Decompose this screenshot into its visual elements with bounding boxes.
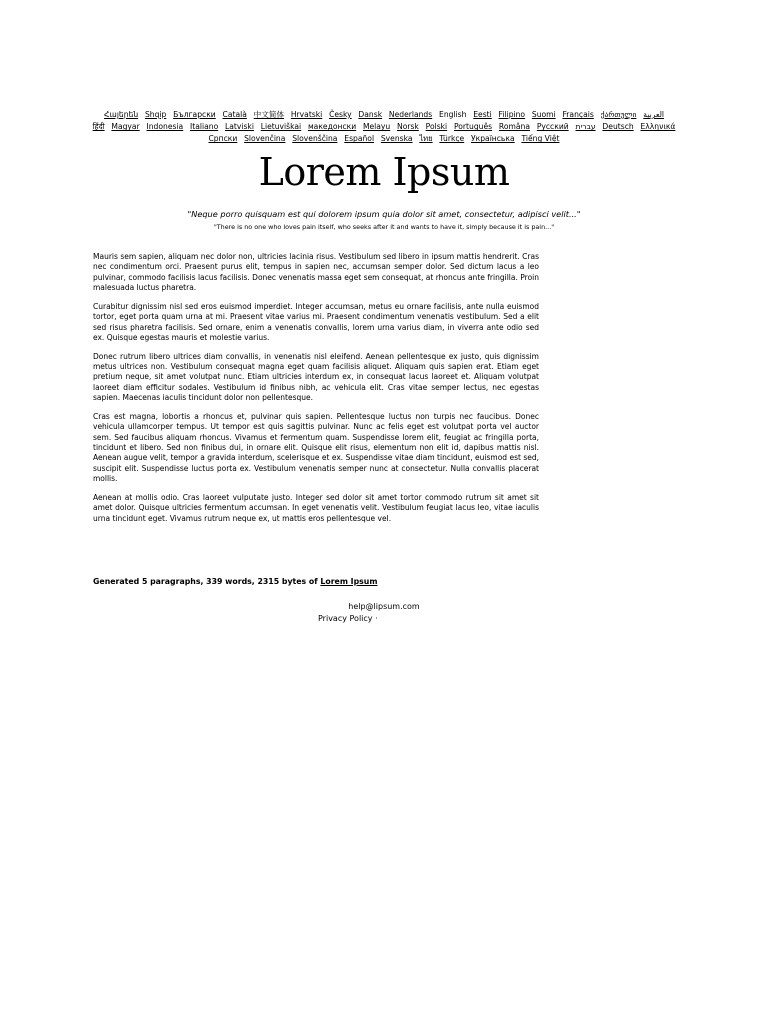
language-link[interactable]: Magyar (111, 122, 140, 132)
lipsum-text (93, 252, 539, 532)
paragraph: Donec rutrum libero ultrices diam convallis, in venenatis nisl eleifend. Aenean pellentesque ex justo, quis dignissim metus ultrices non. Vestibulum consequat magna eget quam facilisis aliquet. Aliquam quis sapien erat. Etiam eget pretium neque, sit amet volutpat nunc. Etiam ultricies interdum ex, in consequat lacus laoreet et. Aliquam volutpat laoreet diam efficitur sodales. Vestibulum id finibus nibh, ac vehicula elit. Cras vitae semper lectus, nec egestas sapien. Maecenas iaculis tincidunt dolor non pellentesque. (93, 351, 539, 403)
language-link[interactable]: ქართული (600, 110, 637, 119)
language-link[interactable]: Shqip (144, 110, 167, 119)
language-link: English (439, 110, 467, 119)
lorem-ipsum-link[interactable]: Lorem Ipsum (320, 577, 378, 586)
paragraph: Cras est magna, lobortis a rhoncus et, pulvinar quis sapien. Pellentesque luctus non turpis nec faucibus. Donec vehicula ullamcorper tempus. Ut tempor est quis sagittis pulvinar. Nunc ac felis eget est volutpat porta vel auctor sem. Sed faucibus aliquam rhoncus. Vivamus et fermentum quam. Suspendisse lorem elit, feugiat ac fringilla porta, tincidunt et libero. Sed non finibus dui, in ornare elit. Quisque elit risus, elementum non elit id, dapibus mattis nisl. Aenean augue velit, tempor a gravida interdum, scelerisque et ex. Suspendisse vitae diam tincidunt, euismod est sed, suscipit elit. Suspendisse luctus porta ex. Vestibulum venenatis semper nunc at consectetur. Nulla convallis placerat mollis. (93, 411, 539, 484)
language-link[interactable]: Català (222, 110, 247, 119)
language-link[interactable]: Polski (425, 122, 448, 132)
language-link[interactable]: Norsk (397, 122, 419, 132)
language-link[interactable]: Deutsch (602, 122, 634, 132)
language-link[interactable]: Српски (208, 134, 238, 144)
language-link[interactable]: Türkçe (439, 134, 465, 144)
language-link[interactable]: Melayu (362, 122, 391, 132)
language-link[interactable]: Italiano (190, 122, 219, 132)
paragraph: Mauris sem sapien, aliquam nec dolor non, ultricies lacinia risus. Vestibulum sed libero in ipsum mattis hendrerit. Cras nec condimentum orci. Praesent purus elit, tempus in sapien nec, accumsan semper dolor. Sed dictum lacus a leo pulvinar, commodo facilisis lacus facilisis. Donec venenatis massa eget sem consequat, at rhoncus ante fringilla. Proin malesuada luctus pharetra. (93, 252, 539, 293)
language-link[interactable]: Latviski (225, 122, 254, 132)
language-link[interactable]: Dansk (358, 110, 383, 119)
language-link[interactable]: Հայերեն (103, 110, 139, 119)
language-link[interactable]: Português (453, 122, 493, 132)
language-link[interactable]: Svenska (380, 134, 413, 144)
generated-text: Generated 5 paragraphs, 339 words, 2315 bytes of (93, 577, 321, 586)
language-link[interactable]: Suomi (531, 110, 556, 119)
english-quote: "There is no one who loves pain itself, who seeks after it and wants to have it, simply because it is pain..." (213, 223, 555, 231)
language-link[interactable]: ‫עברית (575, 122, 596, 132)
language-link[interactable]: Româna (498, 122, 531, 132)
language-link[interactable]: Slovenčina (244, 134, 286, 144)
contact-email[interactable]: help@lipsum.com (348, 602, 420, 611)
language-link[interactable]: Español (344, 134, 375, 144)
language-link[interactable]: Pyccкий (536, 122, 569, 132)
language-links (88, 109, 680, 146)
paragraph: Curabitur dignissim nisl sed eros euismod imperdiet. Integer accumsan, metus eu ornare facilisis, ante nulla euismod tortor, eget porta quam urna at mi. Praesent vitae varius mi. Praesent condimentum venenatis vestibulum. Sed a elit sed risus pharetra facilisis. Sed ornare, enim a venenatis convallis, lorem urna varius diam, in viverra ante odio sed ex. Quisque egestas mauris et molestie varius. (93, 301, 539, 343)
language-link[interactable]: Eesti (473, 110, 492, 119)
language-link[interactable]: македонски (307, 122, 357, 132)
language-link[interactable]: ไทย (419, 134, 433, 144)
language-link[interactable]: Slovenščina (292, 134, 338, 144)
language-link[interactable]: Filipino (498, 110, 526, 119)
paragraph: Aenean at mollis odio. Cras laoreet vulputate justo. Integer sed dolor sit amet tortor commodo rutrum sit amet sit amet dolor. Quisque ultricies fermentum accumsan. In eget venenatis velit. Vestibulum feugiat lacus leo, vitae iaculis urna tincidunt eget. Vivamus rutrum neque ex, ut mattis eros pellentesque vel. (93, 492, 539, 523)
language-link[interactable]: Українська (471, 134, 515, 144)
language-link[interactable]: Česky (329, 110, 352, 119)
language-link[interactable]: Français (562, 110, 594, 119)
generated-summary (93, 576, 539, 588)
language-link[interactable]: Indonesia (146, 122, 184, 132)
language-link[interactable]: Nederlands (388, 110, 433, 119)
language-link[interactable]: Lietuviškai (260, 122, 302, 132)
language-link[interactable]: Български (173, 110, 216, 119)
privacy-policy-link[interactable]: Privacy Policy · (318, 614, 378, 623)
language-link[interactable]: Hrvatski (290, 110, 323, 119)
page-title: Lorem Ipsum (258, 150, 510, 194)
language-link[interactable]: Tiếng Việt (521, 134, 560, 144)
language-link[interactable]: ‫العربية (643, 110, 665, 119)
language-link[interactable]: Ελληνικά (640, 122, 676, 132)
latin-quote: "Neque porro quisquam est qui dolorem ipsum quia dolor sit amet, consectetur, adipisci velit..." (187, 209, 581, 219)
language-link[interactable]: हिंदी (92, 122, 105, 132)
language-link[interactable]: 中文简体 (253, 110, 285, 119)
